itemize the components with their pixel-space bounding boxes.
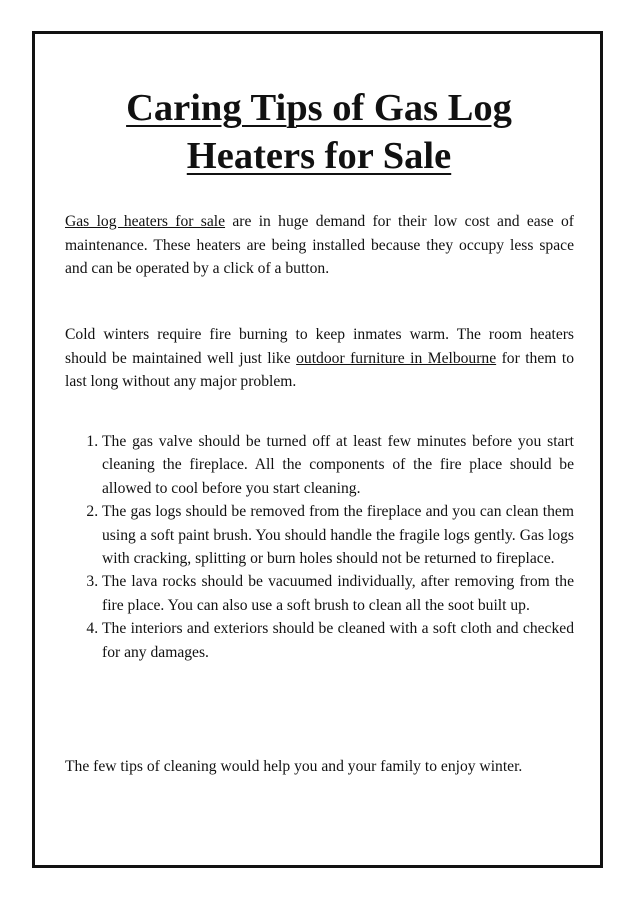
outdoor-furniture-link[interactable]: outdoor furniture in Melbourne [296,349,497,367]
intro-paragraph [65,210,574,281]
list-item: 3. The lava rocks should be vacuumed individually, after removing from the fire place. You can also use a soft brush to clean all the soot built up. [102,570,574,617]
list-item: 1. The gas valve should be turned off at least few minutes before you start cleaning the fireplace. All the components of the fire place should be allowed to cool before you start cleaning. [102,430,574,500]
page-title: Caring Tips of Gas Log Heaters for Sale [126,87,512,177]
intro-text: are in huge demand for their low cost and ease of maintenance. These heaters are being installed because they occupy less space and can be operated by a click of a button. [65,213,575,277]
closing-paragraph: The few tips of cleaning would help you and your family to enjoy winter. [65,758,523,775]
list-item: 2. The gas logs should be removed from the fireplace and you can clean them using a soft paint brush. You should handle the fragile logs gently. Gas logs with cracking, splitting or burn holes should not be returned to fireplace. [102,500,574,570]
second-text-before: Cold winters require fire burning to keep inmates warm. The room heaters should be maintained well just like [65,326,574,367]
second-paragraph [65,323,574,394]
list-item: 4. The interiors and exteriors should be cleaned with a soft cloth and checked for any damages. [102,617,574,664]
gas-log-heaters-link[interactable]: Gas log heaters for sale [65,213,226,230]
cleaning-steps-list [65,430,574,664]
second-text-after: for them to last long without any major problem. [65,349,574,390]
